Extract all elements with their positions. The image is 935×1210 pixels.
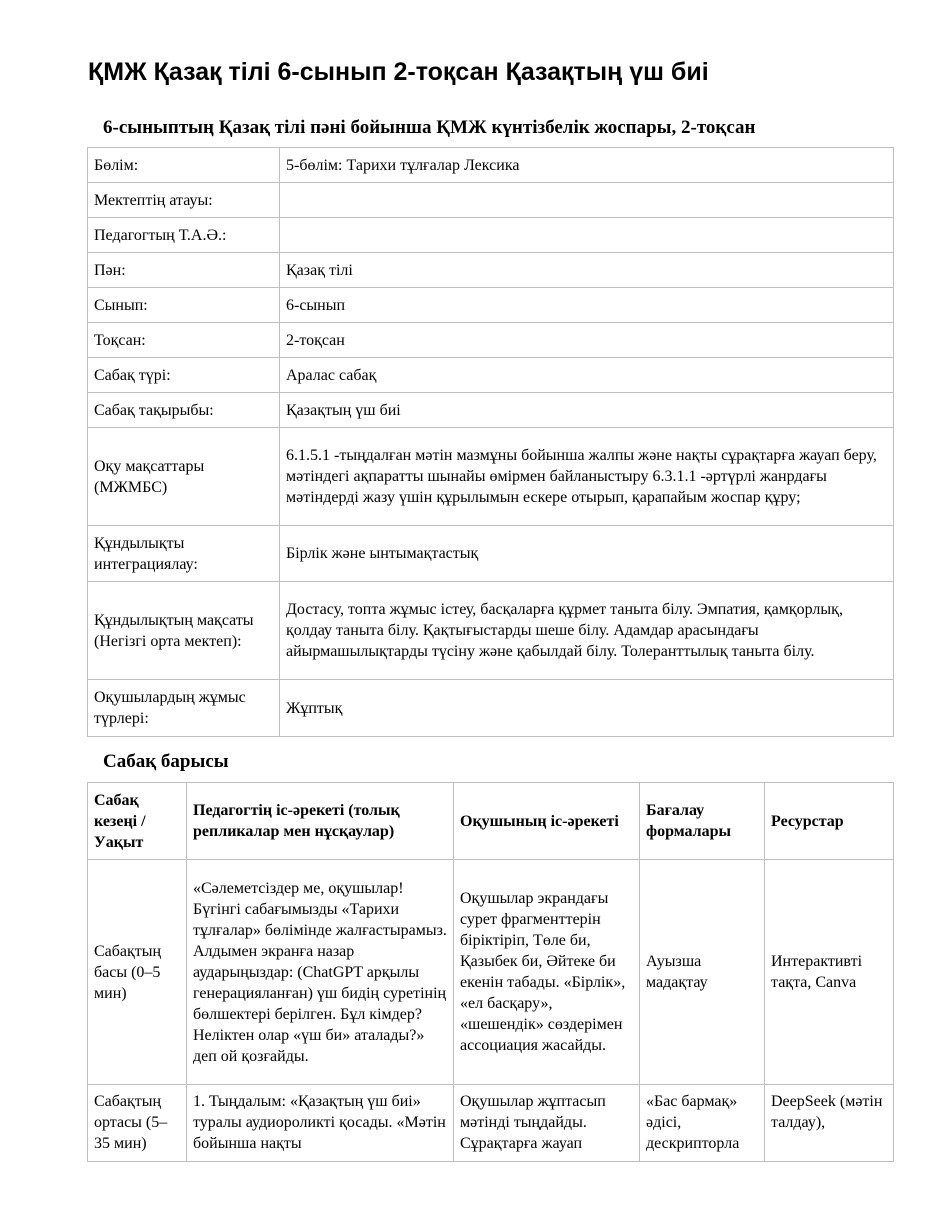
info-row-subject bbox=[88, 253, 894, 288]
info-value: 5-бөлім: Тарихи тұлғалар Лексика bbox=[280, 148, 894, 183]
assessment-cell: Ауызша мадақтау bbox=[640, 860, 765, 1085]
info-label: Сабақ тақырыбы: bbox=[88, 393, 280, 428]
info-value: 6.1.5.1 -тыңдалған мәтін мазмұны бойынша жалпы және нақты сұрақтарға жауап беру, мәтіндегі ақпаратты шынайы өмірмен байланыстыру 6.3.1.1 -әртүрлі жанрдағы мәтіндерді жазу үшін құрылымын ескере отырып, қарапайым жоспар құру; bbox=[280, 428, 894, 526]
info-row-work-types bbox=[88, 680, 894, 737]
header-student-activity: Оқушының іс-әрекеті bbox=[454, 783, 640, 860]
info-label: Құндылықтың мақсаты (Негізгі орта мектеп): bbox=[88, 582, 280, 680]
info-label: Оқушылардың жұмыс түрлері: bbox=[88, 680, 280, 737]
document-title: ҚМЖ Қазақ тілі 6-сынып 2-тоқсан Қазақтың үш биі bbox=[88, 58, 709, 86]
lesson-table-header bbox=[88, 783, 894, 860]
student-activity-cell: Оқушылар экрандағы сурет фрагменттерін біріктіріп, Төле би, Қазыбек би, Әйтеке би екенін табады. «Бірлік», «ел басқару», «шешендік» сөздерімен ассоциация жасайды. bbox=[454, 860, 640, 1085]
info-row-lesson-type bbox=[88, 358, 894, 393]
header-assessment: Бағалау формалары bbox=[640, 783, 765, 860]
info-value: Қазақ тілі bbox=[280, 253, 894, 288]
resources-cell: Интерактивті тақта, Canva bbox=[765, 860, 894, 1085]
table-row bbox=[88, 860, 894, 1085]
info-row-learning-objectives bbox=[88, 428, 894, 526]
info-label: Сабақ түрі: bbox=[88, 358, 280, 393]
teacher-activity-cell: «Сәлеметсіздер ме, оқушылар! Бүгінгі сабағымызды «Тарихи тұлғалар» бөлімінде жалғастырамыз. Алдымен экранға назар аударыңыздар: (ChatGPT арқылы генерацияланған) үш бидің суретінің бөлшектері берілген. Бұл кімдер? Неліктен олар «үш би» аталады?» деп ой қозғайды. bbox=[187, 860, 454, 1085]
stage-cell: Сабақтың ортасы (5–35 мин) bbox=[88, 1085, 187, 1162]
info-row-grade bbox=[88, 288, 894, 323]
resources-cell: DeepSeek (мәтін талдау), bbox=[765, 1085, 894, 1162]
info-label: Құндылықты интеграциялау: bbox=[88, 526, 280, 582]
info-value: Бірлік және ынтымақтастық bbox=[280, 526, 894, 582]
info-value: Қазақтың үш биі bbox=[280, 393, 894, 428]
header-teacher-activity: Педагогтің іс-әрекеті (толық репликалар мен нұсқаулар) bbox=[187, 783, 454, 860]
info-value: 6-сынып bbox=[280, 288, 894, 323]
info-value: Достасу, топта жұмыс істеу, басқаларға құрмет таныта білу. Эмпатия, қамқорлық, қолдау таныта білу. Қақтығыстарды шеше білу. Адамдар арасындағы айырмашылықтарды түсіну және қабылдай білу. Толеранттылық таныта білу. bbox=[280, 582, 894, 680]
info-label: Оқу мақсаттары (МЖМБС) bbox=[88, 428, 280, 526]
info-label: Сынып: bbox=[88, 288, 280, 323]
info-row-section bbox=[88, 148, 894, 183]
lesson-progress-heading: Сабақ барысы bbox=[103, 751, 229, 772]
info-label: Педагогтың Т.А.Ә.: bbox=[88, 218, 280, 253]
info-row-value-integration bbox=[88, 526, 894, 582]
info-label: Мектептің атауы: bbox=[88, 183, 280, 218]
assessment-cell: «Бас бармақ» әдісі, дескрипторла bbox=[640, 1085, 765, 1162]
info-value bbox=[280, 183, 894, 218]
table-row bbox=[88, 1085, 894, 1162]
info-label: Бөлім: bbox=[88, 148, 280, 183]
info-row-quarter bbox=[88, 323, 894, 358]
lesson-info-table bbox=[87, 147, 894, 737]
lesson-progress-table bbox=[87, 782, 894, 1162]
info-row-lesson-topic bbox=[88, 393, 894, 428]
info-label: Пән: bbox=[88, 253, 280, 288]
header-resources: Ресурстар bbox=[765, 783, 894, 860]
info-row-school bbox=[88, 183, 894, 218]
info-value: Аралас сабақ bbox=[280, 358, 894, 393]
stage-cell: Сабақтың басы (0–5 мин) bbox=[88, 860, 187, 1085]
info-row-value-goal bbox=[88, 582, 894, 680]
header-stage: Сабақ кезеңі / Уақыт bbox=[88, 783, 187, 860]
info-row-teacher bbox=[88, 218, 894, 253]
info-value: 2-тоқсан bbox=[280, 323, 894, 358]
info-value: Жұптық bbox=[280, 680, 894, 737]
plan-heading: 6-сыныптың Қазақ тілі пәні бойынша ҚМЖ күнтізбелік жоспары, 2-тоқсан bbox=[103, 117, 756, 138]
info-label: Тоқсан: bbox=[88, 323, 280, 358]
teacher-activity-cell: 1. Тыңдалым: «Қазақтың үш биі» туралы аудиороликті қосады. «Мәтін бойынша нақты bbox=[187, 1085, 454, 1162]
student-activity-cell: Оқушылар жұптасып мәтінді тыңдайды. Сұрақтарға жауап bbox=[454, 1085, 640, 1162]
info-value bbox=[280, 218, 894, 253]
